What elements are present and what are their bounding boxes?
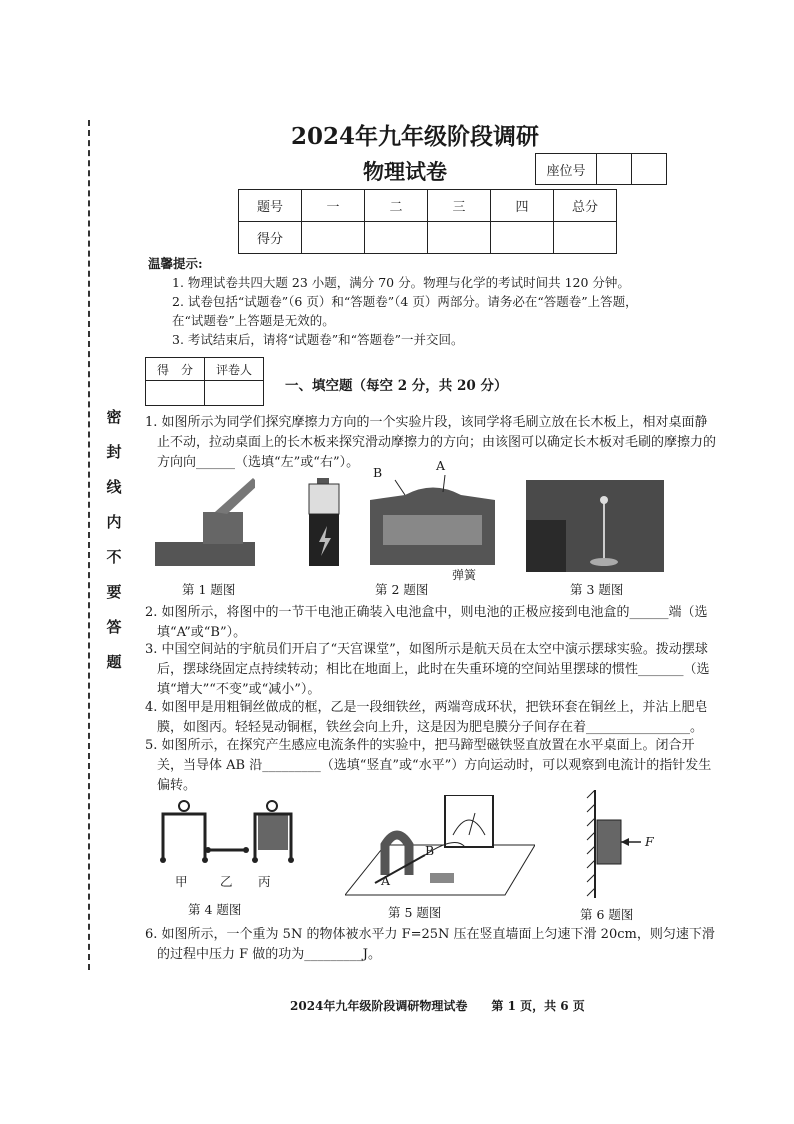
question-3: 3. 中国空间站的宇航员们开启了“天宫课堂”，如图所示是航天员在太空中演示摆球实验。拨动摆球后，摆球绕固定点持续转动；相比在地面上，此时在失重环境的空间站里摆球的惯性_______（选填“增大”“不变”或“减小”）。	[145, 642, 710, 697]
figure-6-caption: 第 6 题图	[580, 907, 634, 922]
grader-name-label: 评卷人	[205, 358, 264, 381]
figure-2-caption: 第 2 题图	[375, 582, 429, 597]
page-footer: 2024年九年级阶段调研物理试卷 第 1 页，共 6 页	[290, 999, 585, 1013]
figure-4-caption: 第 4 题图	[188, 902, 242, 917]
brush-body	[203, 512, 243, 544]
seal-char: 内	[106, 513, 122, 531]
tip-item: 3. 考试结束后，请将“试题卷”和“答题卷”一并交回。	[172, 332, 464, 347]
seal-char: 线	[106, 478, 122, 496]
seal-char: 封	[106, 443, 122, 461]
binding-dashed-line	[88, 120, 90, 970]
grader-score-cell[interactable]	[146, 381, 205, 406]
figure-2-spring-label: 弹簧	[452, 568, 477, 582]
figure-3-space-photo	[526, 480, 664, 572]
seat-cell[interactable]	[632, 154, 667, 185]
score-header-cell: 总分	[554, 190, 617, 222]
score-cell[interactable]	[365, 222, 428, 254]
tips-heading: 温馨提示:	[148, 256, 203, 271]
figure-4-label-jia: 甲	[175, 874, 188, 889]
grader-name-cell[interactable]	[205, 381, 264, 406]
grader-score-label: 得 分	[146, 358, 205, 381]
figure-4-wire-frames	[155, 800, 305, 870]
exam-tips	[148, 254, 708, 349]
score-cell[interactable]	[302, 222, 365, 254]
score-header-cell: 一	[302, 190, 365, 222]
grader-box	[145, 357, 264, 406]
figure-1-caption: 第 1 题图	[182, 582, 236, 597]
score-cell[interactable]	[554, 222, 617, 254]
question-2: 2. 如图所示，将图中的一节干电池正确装入电池盒中，则电池的正极应接到电池盒的______端（选填“A”或“B”）。	[145, 605, 708, 640]
figure-5-induction-setup	[345, 795, 535, 900]
question-1: 1. 如图所示为同学们探究摩擦力方向的一个实验片段，该同学将毛刷立放在长木板上，相对桌面静止不动，拉动桌面上的长木板来探究滑动摩擦力的方向；由该图可以确定长木板对毛刷的摩擦力的方向向______（选填“左”或“右”）。	[145, 415, 717, 470]
section-heading: 一、填空题（每空 2 分，共 20 分）	[285, 378, 508, 394]
seal-warning-text	[106, 400, 122, 680]
score-header-cell: 四	[491, 190, 554, 222]
score-header-cell: 题号	[239, 190, 302, 222]
seat-number-box	[535, 153, 667, 185]
seal-char: 要	[106, 583, 122, 601]
seal-char: 题	[106, 653, 122, 671]
figure-5-label-b: B	[425, 843, 435, 858]
question-5: 5. 如图所示，在探究产生感应电流条件的实验中，把马蹄型磁铁竖直放置在水平桌面上。闭合开关，当导体 AB 沿_________（选填“竖直”或“水平”）方向运动时，可以观察到电流计的指针发生偏转。	[145, 738, 712, 793]
brush-handle	[215, 478, 255, 514]
page-title: 2024年九年级阶段调研	[290, 123, 539, 150]
question-6: 6. 如图所示，一个重为 5N 的物体被水平力 F=25N 压在竖直墙面上匀速下滑 20cm，则匀速下滑的过程中压力 F 做的功为_________J。	[145, 927, 715, 962]
seal-char: 答	[106, 618, 122, 636]
score-header-cell: 二	[365, 190, 428, 222]
page-subtitle: 物理试卷	[363, 159, 447, 184]
figure-4-label-bing: 丙	[258, 874, 271, 889]
figure-5-label-a: A	[381, 873, 391, 888]
tip-item: 2. 试卷包括“试题卷”（6 页）和“答题卷”（4 页）两部分。请务必在“答题卷”上答题，	[172, 294, 638, 309]
figure-5-caption: 第 5 题图	[388, 905, 442, 920]
tip-item: 1. 物理试卷共四大题 23 小题，满分 70 分。物理与化学的考试时间共 120 分钟。	[172, 275, 630, 290]
score-row-label: 得分	[239, 222, 302, 254]
wooden-board	[155, 542, 255, 566]
figure-2-label-b: B	[373, 465, 383, 480]
seal-char: 密	[106, 408, 122, 426]
seat-cell[interactable]	[597, 154, 632, 185]
figure-2-battery-image	[305, 478, 345, 568]
score-header-cell: 三	[428, 190, 491, 222]
tip-item: 在“试题卷”上答题是无效的。	[172, 313, 335, 328]
seal-char: 不	[106, 548, 122, 566]
figure-2-battery-holder-image	[365, 470, 500, 580]
score-cell[interactable]	[428, 222, 491, 254]
figure-1-brush-image	[155, 470, 255, 570]
score-table	[238, 189, 617, 254]
figure-4-label-yi: 乙	[220, 874, 233, 889]
score-cell[interactable]	[491, 222, 554, 254]
figure-3-caption: 第 3 题图	[570, 582, 624, 597]
figure-2-label-a: A	[436, 458, 446, 473]
figure-6-force-label: F	[645, 834, 654, 849]
seat-label: 座位号	[536, 154, 597, 185]
question-4: 4. 如图甲是用粗铜丝做成的框，乙是一段细铁丝，两端弯成环状，把铁环套在铜丝上，并沾上肥皂膜，如图丙。轻轻晃动铜框，铁丝会向上升，这是因为肥皂膜分子间存在着________________。	[145, 700, 708, 735]
